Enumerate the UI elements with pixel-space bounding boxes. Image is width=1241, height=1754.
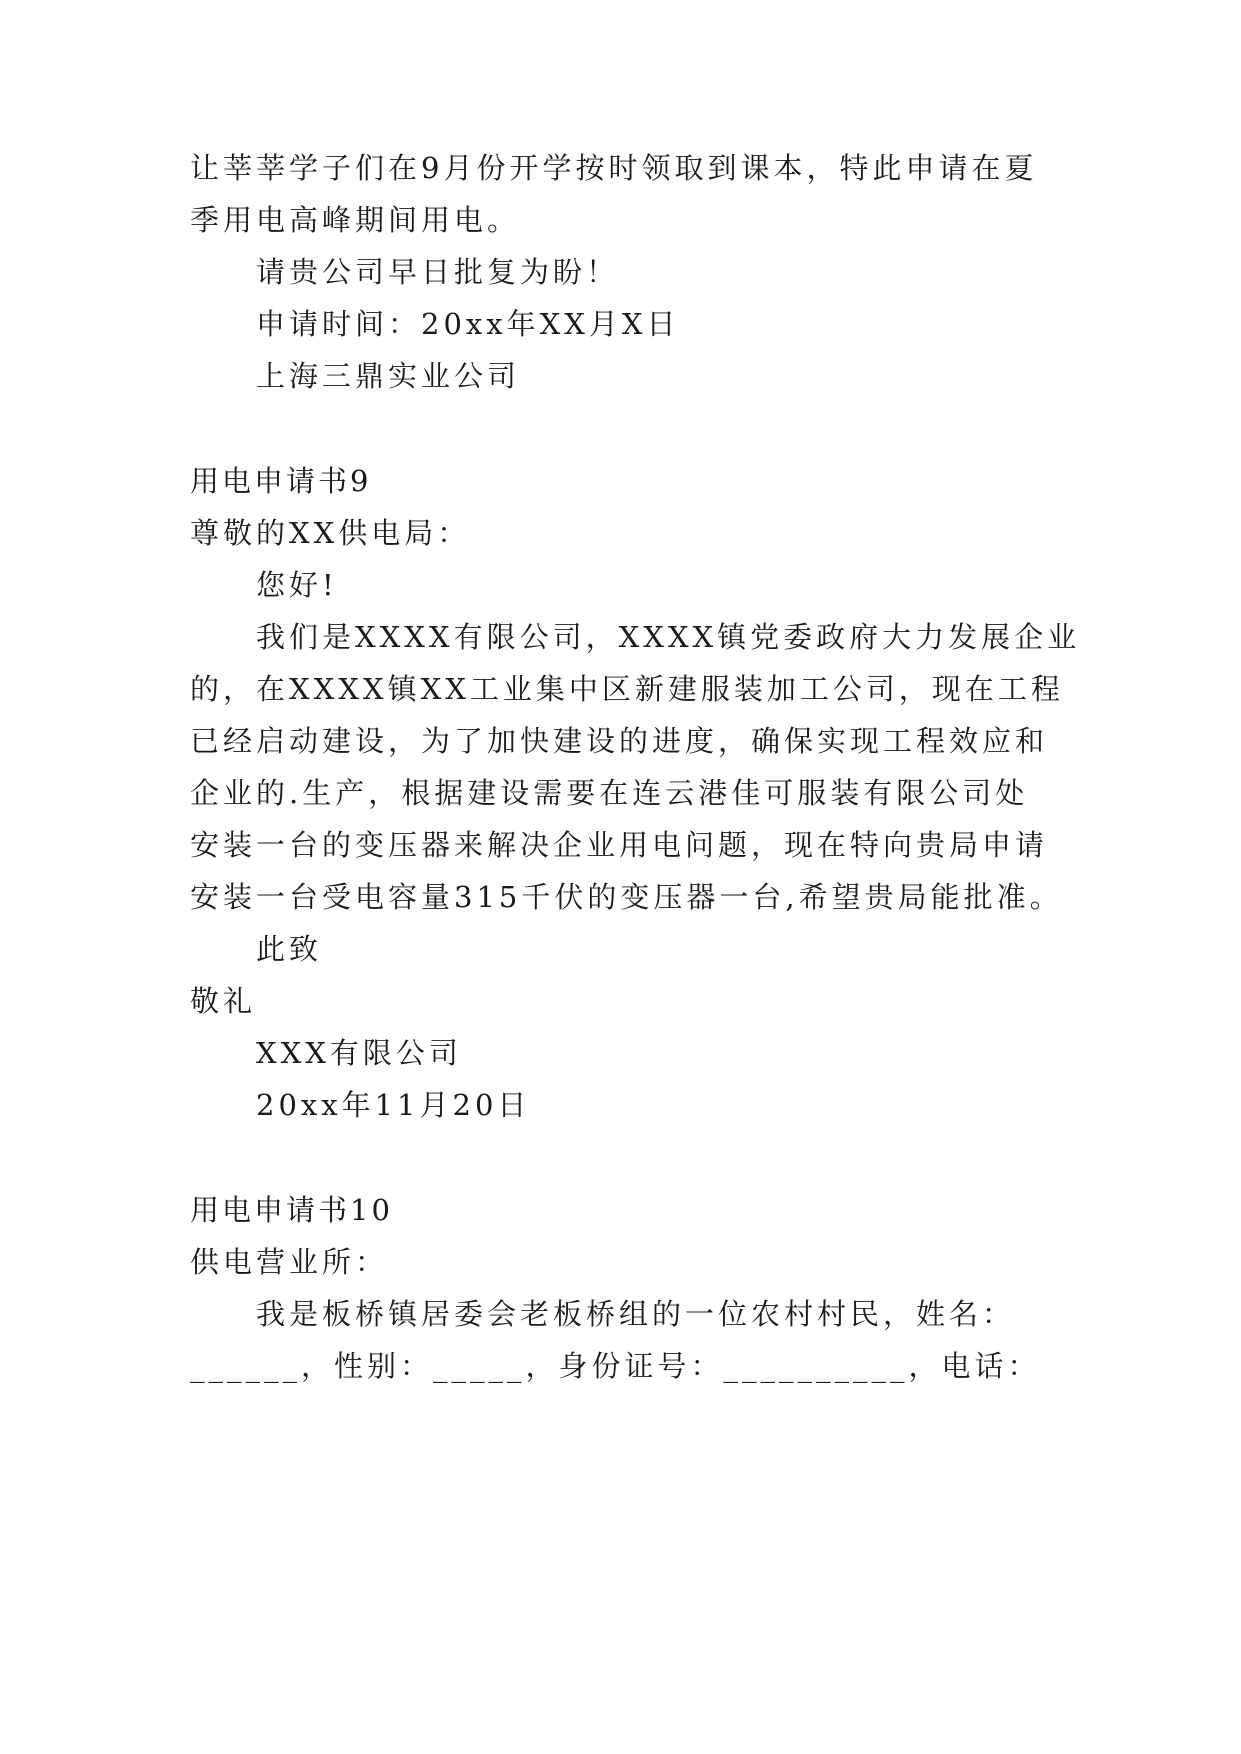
body-line: 的，在XXXX镇XX工业集中区新建服装加工公司，现在工程 (190, 672, 1064, 706)
closing-request: 请贵公司早日批复为盼！ (256, 255, 620, 289)
body-line: 安装一台的变压器来解决企业用电问题，现在特向贵局申请 (190, 828, 1049, 862)
signature-date: 20xx年11月20日 (256, 1088, 531, 1122)
body-line: 我是板桥镇居委会老板桥组的一位农村村民，姓名： (256, 1297, 1016, 1331)
paragraph-line: 季用电高峰期间用电。 (190, 203, 521, 237)
salutation: 供电营业所： (190, 1245, 389, 1279)
closing-phrase: 此致 (256, 932, 323, 966)
application-date: 申请时间：20xx年XX月X日 (256, 307, 680, 341)
body-line: 我们是XXXX有限公司，XXXX镇党委政府大力发展企业 (256, 620, 1081, 654)
salutation: 尊敬的XX供电局： (190, 516, 471, 550)
section-title: 用电申请书9 (190, 464, 372, 498)
company-signature: XXX有限公司 (256, 1036, 462, 1070)
section-title: 用电申请书10 (190, 1193, 393, 1227)
body-line: 已经启动建设，为了加快建设的进度，确保实现工程效应和 (190, 724, 1049, 758)
greeting: 您好! (256, 568, 338, 602)
body-line-blanks: ______，性别：_____，身份证号：__________，电话： (190, 1349, 1041, 1383)
closing-salute: 敬礼 (190, 984, 257, 1018)
body-line: 安装一台受电容量315千伏的变压器一台,希望贵局能批准。 (190, 880, 1063, 914)
body-line: 企业的.生产，根据建设需要在连云港佳可服装有限公司处 (190, 776, 1029, 810)
paragraph-line: 让莘莘学子们在9月份开学按时领取到课本，特此申请在夏 (190, 151, 1038, 185)
company-signature: 上海三鼎实业公司 (256, 359, 521, 393)
